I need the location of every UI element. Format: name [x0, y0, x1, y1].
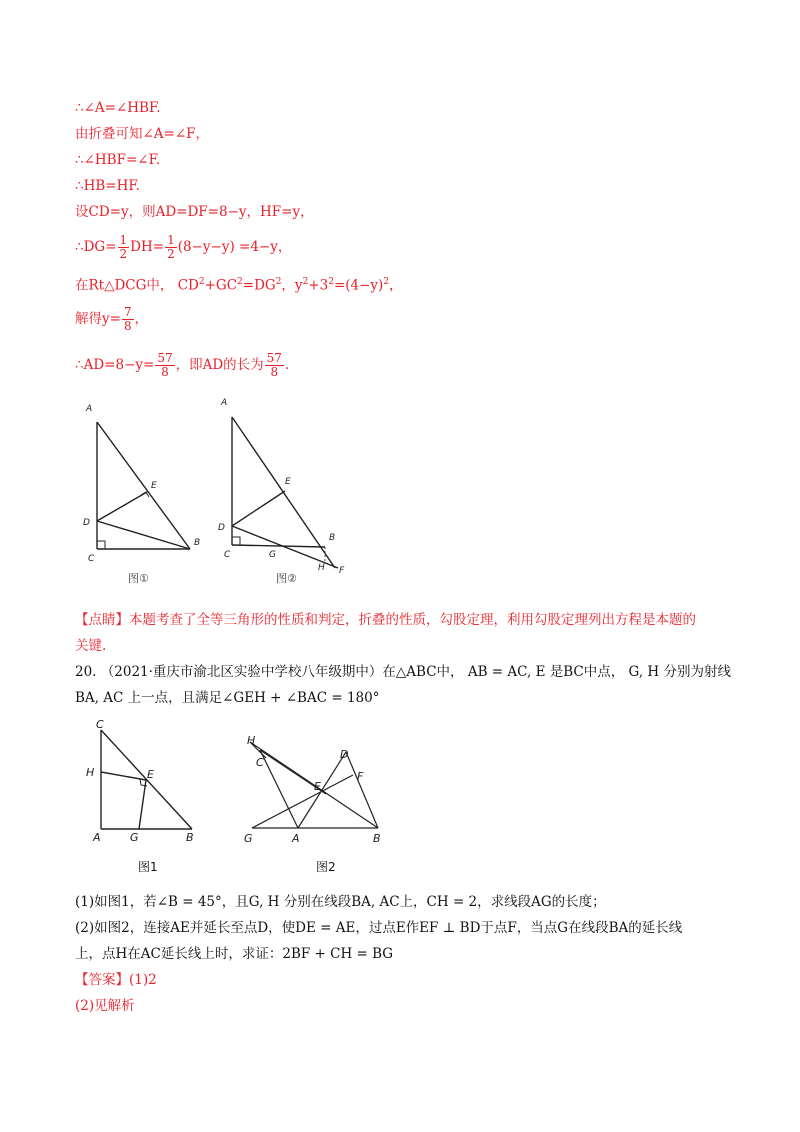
- answer-line-2: (2)见解析: [75, 998, 135, 1014]
- problem-figure-2-caption: 图2: [316, 860, 336, 874]
- solution-line-7: 在Rt△DCG中， $CD^2+GC^2=DG^2$，$y^2+3^2=(4-y)^2$，: [75, 277, 403, 294]
- solution-line-2: 由折叠可知∠A=∠F，: [75, 126, 210, 142]
- label-C: C: [256, 756, 264, 769]
- label-F: F: [357, 770, 364, 783]
- label-B: B: [373, 832, 381, 842]
- fraction-ad: $\frac{57}{8}$: [157, 351, 173, 379]
- fraction-y: $\frac{7}{8}$: [123, 305, 132, 333]
- label-D: D: [340, 748, 349, 761]
- comment-line-1: 【点睛】本题考查了全等三角形的性质和判定，折叠的性质，勾股定理，利用勾股定理列出方程是本题的: [75, 612, 696, 628]
- label-D: D: [218, 523, 225, 533]
- problem-20-line-2: BA, AC 上一点，且满足∠GEH + ∠BAC = 180°: [75, 690, 380, 706]
- fraction-half: $\frac{1}{2}$: [167, 233, 175, 261]
- label-H: H: [86, 766, 95, 779]
- fraction-ad: $\frac{57}{8}$: [266, 351, 282, 379]
- problem-figure-1-caption: 图1: [138, 860, 158, 874]
- label-A: A: [221, 398, 228, 408]
- label-C: C: [96, 718, 104, 731]
- label-E: E: [314, 780, 321, 793]
- solution-line-8: 解得y= $\frac{7}{8}$ ，: [75, 305, 149, 333]
- comment-tag: 【点睛】: [75, 612, 129, 628]
- solution-line-1: ∴∠A=∠HBF.: [75, 100, 161, 116]
- comment-line-2: 关键.: [75, 638, 107, 654]
- question-1: (1)如图1，若∠B = 45°，且G, H 分别在线段BA, AC上，CH = 2，求线段AG的长度；: [75, 894, 606, 910]
- label-B: B: [329, 533, 336, 543]
- label-A: A: [292, 832, 300, 842]
- label-D: D: [83, 518, 90, 528]
- label-G: G: [130, 831, 139, 844]
- label-E: E: [147, 768, 154, 781]
- problem-figure-2: [238, 732, 388, 842]
- solution-line-6: ∴DG= $\frac{1}{2}$ DH= $\frac{1}{2}$ (8−y−y) =4−y，: [75, 233, 292, 261]
- label-F: F: [339, 566, 345, 575]
- label-A: A: [86, 404, 93, 414]
- problem-20-line-1: 20. （2021·重庆市渝北区实验中学校八年级期中）在△ABC中， AB = AC, E 是BC中点， G, H 分别为射线: [75, 664, 731, 680]
- solution-line-5: 设CD=y，则AD=DF=8−y，HF=y，: [75, 204, 314, 220]
- label-E: E: [285, 477, 291, 487]
- answer-line-1: 【答案】(1)2: [75, 972, 157, 988]
- label-H: H: [318, 563, 325, 573]
- problem-figure-1: [85, 718, 210, 848]
- label-C: C: [224, 550, 231, 560]
- fraction-half: $\frac{1}{2}$: [119, 233, 128, 261]
- label-B: B: [194, 538, 201, 548]
- figure-2-caption: 图②: [276, 572, 297, 585]
- figure-1-diagram: [80, 395, 210, 565]
- label-C: C: [88, 554, 95, 564]
- solution-line-9: ∴AD=8−y= $\frac{57}{8}$ ，即AD的长为 $\frac{57}{8}$ .: [75, 351, 290, 379]
- figure-1-caption: 图①: [128, 572, 149, 585]
- question-2-line-1: (2)如图2，连接AE并延长至点D，使DE = AE，过点E作EF ⊥ BD于点F，当点G在线段BA的延长线: [75, 920, 683, 936]
- question-2-line-2: 上，点H在AC延长线上时，求证：2BF + CH = BG: [75, 946, 394, 962]
- label-G: G: [244, 832, 253, 842]
- solution-line-4: ∴HB=HF.: [75, 178, 140, 194]
- label-A: A: [93, 831, 101, 844]
- solution-line-3: ∴∠HBF=∠F.: [75, 152, 161, 168]
- label-E: E: [151, 481, 157, 491]
- figure-2-diagram: [215, 390, 355, 575]
- label-B: B: [186, 831, 194, 844]
- label-G: G: [269, 550, 276, 560]
- answer-tag: 【答案】: [75, 972, 129, 988]
- label-H: H: [247, 734, 256, 747]
